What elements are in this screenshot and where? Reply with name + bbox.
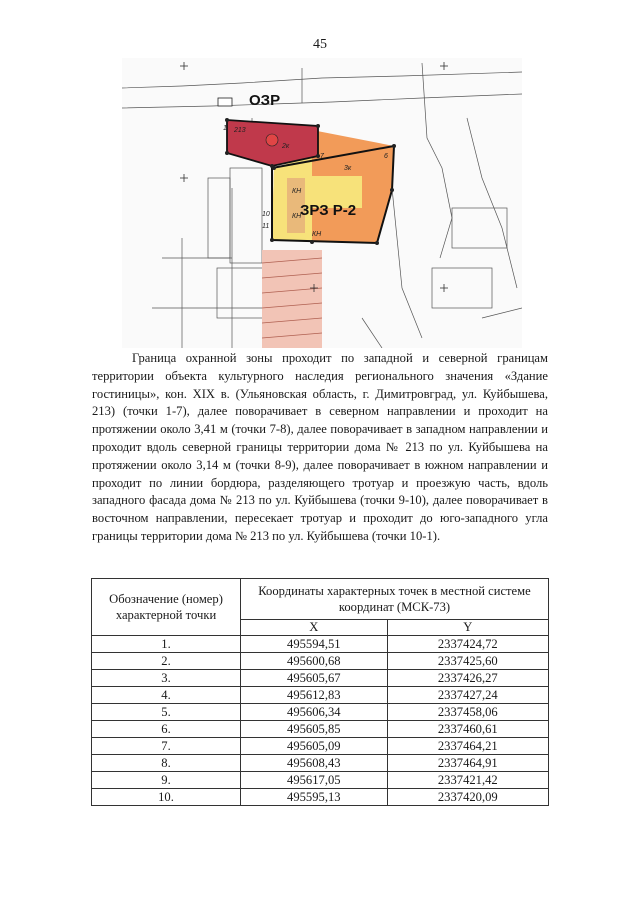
building-kn3-label: КН <box>312 231 322 238</box>
parcel-213-label: 213 <box>234 127 246 134</box>
point-number: 8. <box>92 755 241 772</box>
boundary-description: Граница охранной зоны проходит по западной и северной границам территории объекта культурного наследия регионального значения «Здание гостиницы», кон. XIX в. (Ульяновская область, г. Димитровград, ул. Куйбышева, 213) (точки 1-7), далее поворачивает в северном направлении и проходит на протяжении около 3,41 м (точки 7-8), далее поворачивает в западном направлении и проходит вдоль северной границы территории дома № 213 по ул. Куйбышева на протяжении около 3,14 м (точки 8-9), далее поворачивает в южном направлении и проходит по линии бордюра, разделяющего тротуар и проезжую часть, вдоль западного фасада дома № 213 по ул. Куйбышева (точки 9-10), далее поворачивает в восточном направлении, пересекает тротуар и проходит до юго-западного угла границы территории дома № 213 по ул. Куйбышева (точки 10-1). <box>92 351 548 543</box>
point-x: 495608,43 <box>241 755 388 772</box>
point-x: 495605,67 <box>241 670 388 687</box>
point-y: 2337464,91 <box>387 755 548 772</box>
point-y: 2337464,21 <box>387 738 548 755</box>
point-y: 2337460,61 <box>387 721 548 738</box>
ozr-label: ОЗР <box>249 92 281 109</box>
point-x: 495600,68 <box>241 653 388 670</box>
header-coords: Координаты характерных точек в местной системе координат (МСК-73) <box>241 579 549 620</box>
table-row <box>92 636 549 653</box>
table-row <box>92 653 549 670</box>
table-row <box>92 755 549 772</box>
page-number: 45 <box>313 37 327 52</box>
point-x: 495605,09 <box>241 738 388 755</box>
road-strip <box>262 250 322 348</box>
point-x: 495617,05 <box>241 772 388 789</box>
point-7-label: 7 <box>320 153 324 160</box>
point-number: 3. <box>92 670 241 687</box>
building-3k-label: 3к <box>344 165 352 172</box>
point-y: 2337426,27 <box>387 670 548 687</box>
point-number: 6. <box>92 721 241 738</box>
point-number: 5. <box>92 704 241 721</box>
point-x: 495606,34 <box>241 704 388 721</box>
table-row <box>92 704 549 721</box>
point-y: 2337427,24 <box>387 687 548 704</box>
header-x: X <box>241 620 388 636</box>
table-row <box>92 772 549 789</box>
point-x: 495605,85 <box>241 721 388 738</box>
point-x: 495612,83 <box>241 687 388 704</box>
point-y: 2337424,72 <box>387 636 548 653</box>
point-x: 495594,51 <box>241 636 388 653</box>
table-row <box>92 670 549 687</box>
cadastral-map <box>122 58 522 348</box>
point-number: 1. <box>92 636 241 653</box>
point-number: 2. <box>92 653 241 670</box>
header-point: Обозначение (номер) характерной точки <box>92 579 241 636</box>
point-1-label: 1 <box>223 125 227 132</box>
point-11-label: 11 <box>262 223 270 230</box>
table-row <box>92 789 549 806</box>
table-row <box>92 687 549 704</box>
point-10-label: 10 <box>262 211 270 218</box>
point-number: 4. <box>92 687 241 704</box>
zrz-label: ЗРЗ Р-2 <box>300 202 357 219</box>
parcel-6-label: 6 <box>384 153 388 160</box>
header-y: Y <box>387 620 548 636</box>
point-x: 495595,13 <box>241 789 388 806</box>
table-row <box>92 738 549 755</box>
table-row <box>92 721 549 738</box>
point-y: 2337458,06 <box>387 704 548 721</box>
building-kn2-label: КН <box>292 213 302 220</box>
point-number: 10. <box>92 789 241 806</box>
point-number: 9. <box>92 772 241 789</box>
map-drawing <box>122 58 522 348</box>
point-y: 2337420,09 <box>387 789 548 806</box>
building-2k-label: 2к <box>282 143 290 150</box>
point-number: 7. <box>92 738 241 755</box>
point-y: 2337421,42 <box>387 772 548 789</box>
point-y: 2337425,60 <box>387 653 548 670</box>
building-kn1-label: КН <box>292 188 302 195</box>
coordinates-table <box>91 578 549 806</box>
